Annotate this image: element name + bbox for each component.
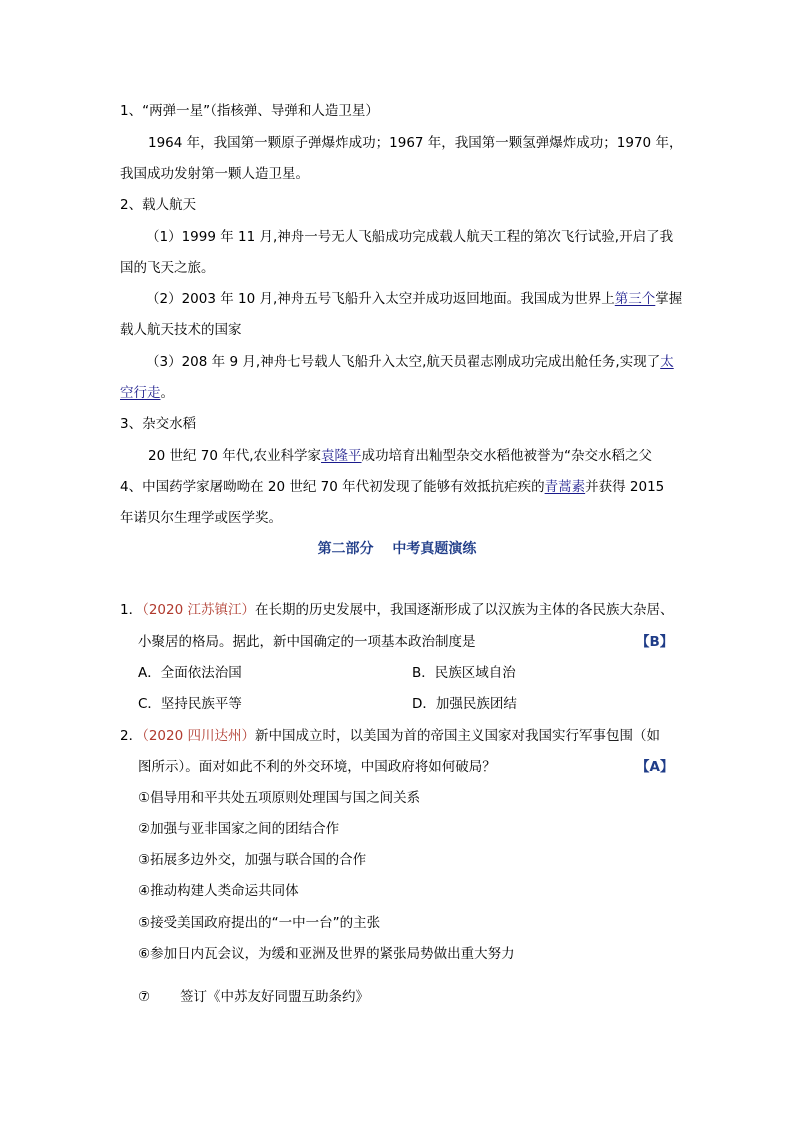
item-3-period: 。 (160, 385, 174, 401)
question-1-option-c: C．坚持民族平等 (138, 696, 242, 712)
question-2-item-2: ②加强与亚非国家之间的团结合作 (138, 821, 340, 837)
item-2-text: （2）2003 年 10 月,神舟五号飞船升入太空并成功返回地面。我国成为世界上 (146, 291, 615, 307)
section-1-paragraph-line-1: 1964 年，我国第一颗原子弹爆炸成功；1967 年，我国第一颗氢弹爆炸成功；1970 年， (148, 135, 683, 151)
underlined-term-third: 第三个 (614, 291, 656, 307)
section-4-text: 4、中国药学家屠呦呦在 20 世纪 70 年代初发现了能够有效抵抗疟疾的 (120, 479, 545, 495)
question-1-stem-text: 在长期的历史发展中，我国逐渐形成了以汉族为主体的各民族大杂居、 (255, 602, 674, 618)
question-1-stem-line-1 (120, 600, 674, 620)
question-2-item-4: ④推动构建人类命运共同体 (138, 883, 299, 899)
section-4-line-2: 年诺贝尔生理学或医学奖。 (120, 510, 282, 526)
question-1-number: 1． (120, 602, 143, 618)
question-1-option-a: A．全面依法治国 (138, 665, 242, 681)
question-2-answer: 【A】 (636, 759, 674, 775)
section-3-paragraph (148, 446, 652, 466)
section-2-item-2-line-2: 载人航天技术的国家 (120, 322, 242, 338)
section-1-heading: 1、“两弹一星”（指核弹、导弹和人造卫星） (120, 103, 379, 119)
question-2-stem-line-2: 图所示）。面对如此不利的外交环境，中国政府将如何破局？ (138, 759, 496, 775)
section-2-heading: 2、载人航天 (120, 197, 197, 213)
question-2-item-7-text: 签订《中苏友好同盟互助条约》 (180, 989, 369, 1005)
question-1-answer: 【B】 (636, 634, 674, 650)
underlined-name-yuan-longping: 袁隆平 (321, 448, 362, 464)
question-2-item-3: ③拓展多边外交，加强与联合国的合作 (138, 852, 367, 868)
section-1-paragraph-line-2: 我国成功发射第一颗人造卫星。 (120, 166, 309, 182)
question-2-number: 2． (120, 728, 143, 744)
question-1-stem-line-2: 小聚居的格局。据此，新中国确定的一项基本政治制度是 (138, 634, 476, 650)
question-1-option-b: B．民族区域自治 (412, 665, 516, 681)
question-2-stem-line-1 (120, 726, 660, 746)
part-title: 第二部分 中考真题演练 (317, 541, 477, 557)
question-1-source: （2020 江苏镇江） (142, 602, 255, 618)
section-2-item-3-line-1 (146, 352, 674, 372)
section-3-heading: 3、杂交水稻 (120, 416, 197, 432)
section-3-text-end: 成功培育出籼型杂交水稻他被誉为“杂交水稻之父 (361, 448, 653, 464)
item-2-text-end: 掌握 (655, 291, 683, 307)
section-3-text: 20 世纪 70 年代,农业科学家 (148, 448, 322, 464)
section-4-line-1 (120, 477, 664, 497)
underlined-term-artemisinin: 青蒿素 (544, 479, 586, 495)
question-2-item-6: ⑥参加日内瓦会议，为缓和亚洲及世界的紧张局势做出重大努力 (138, 946, 515, 962)
section-2-item-3-line-2 (120, 383, 174, 403)
section-2-item-1-line-2: 国的飞天之旅。 (120, 260, 215, 276)
section-2-item-2-line-1 (146, 289, 682, 309)
question-1-option-d: D．加强民族团结 (412, 696, 517, 712)
question-2-item-7-mark: ⑦ (138, 989, 151, 1005)
underlined-term-spacewalk-start: 太 (660, 354, 674, 370)
question-2-stem-text: 新中国成立时，以美国为首的帝国主义国家对我国实行军事包围（如 (255, 728, 660, 744)
item-3-text: （3）208 年 9 月,神舟七号载人飞船升入太空,航天员翟志刚成功完成出舱任务,实现了 (146, 354, 661, 370)
underlined-term-spacewalk-end: 空行走 (120, 385, 161, 401)
section-2-item-1-line-1: （1）1999 年 11 月,神舟一号无人飞船成功完成载人航天工程的第次飞行试验,开启了我 (146, 229, 674, 245)
section-4-text-end: 并获得 2015 (585, 479, 665, 495)
question-2-source: （2020 四川达州） (142, 728, 255, 744)
question-2-item-1: ①倡导用和平共处五项原则处理国与国之间关系 (138, 790, 421, 806)
question-2-item-5: ⑤接受美国政府提出的“一中一台”的主张 (138, 915, 381, 931)
